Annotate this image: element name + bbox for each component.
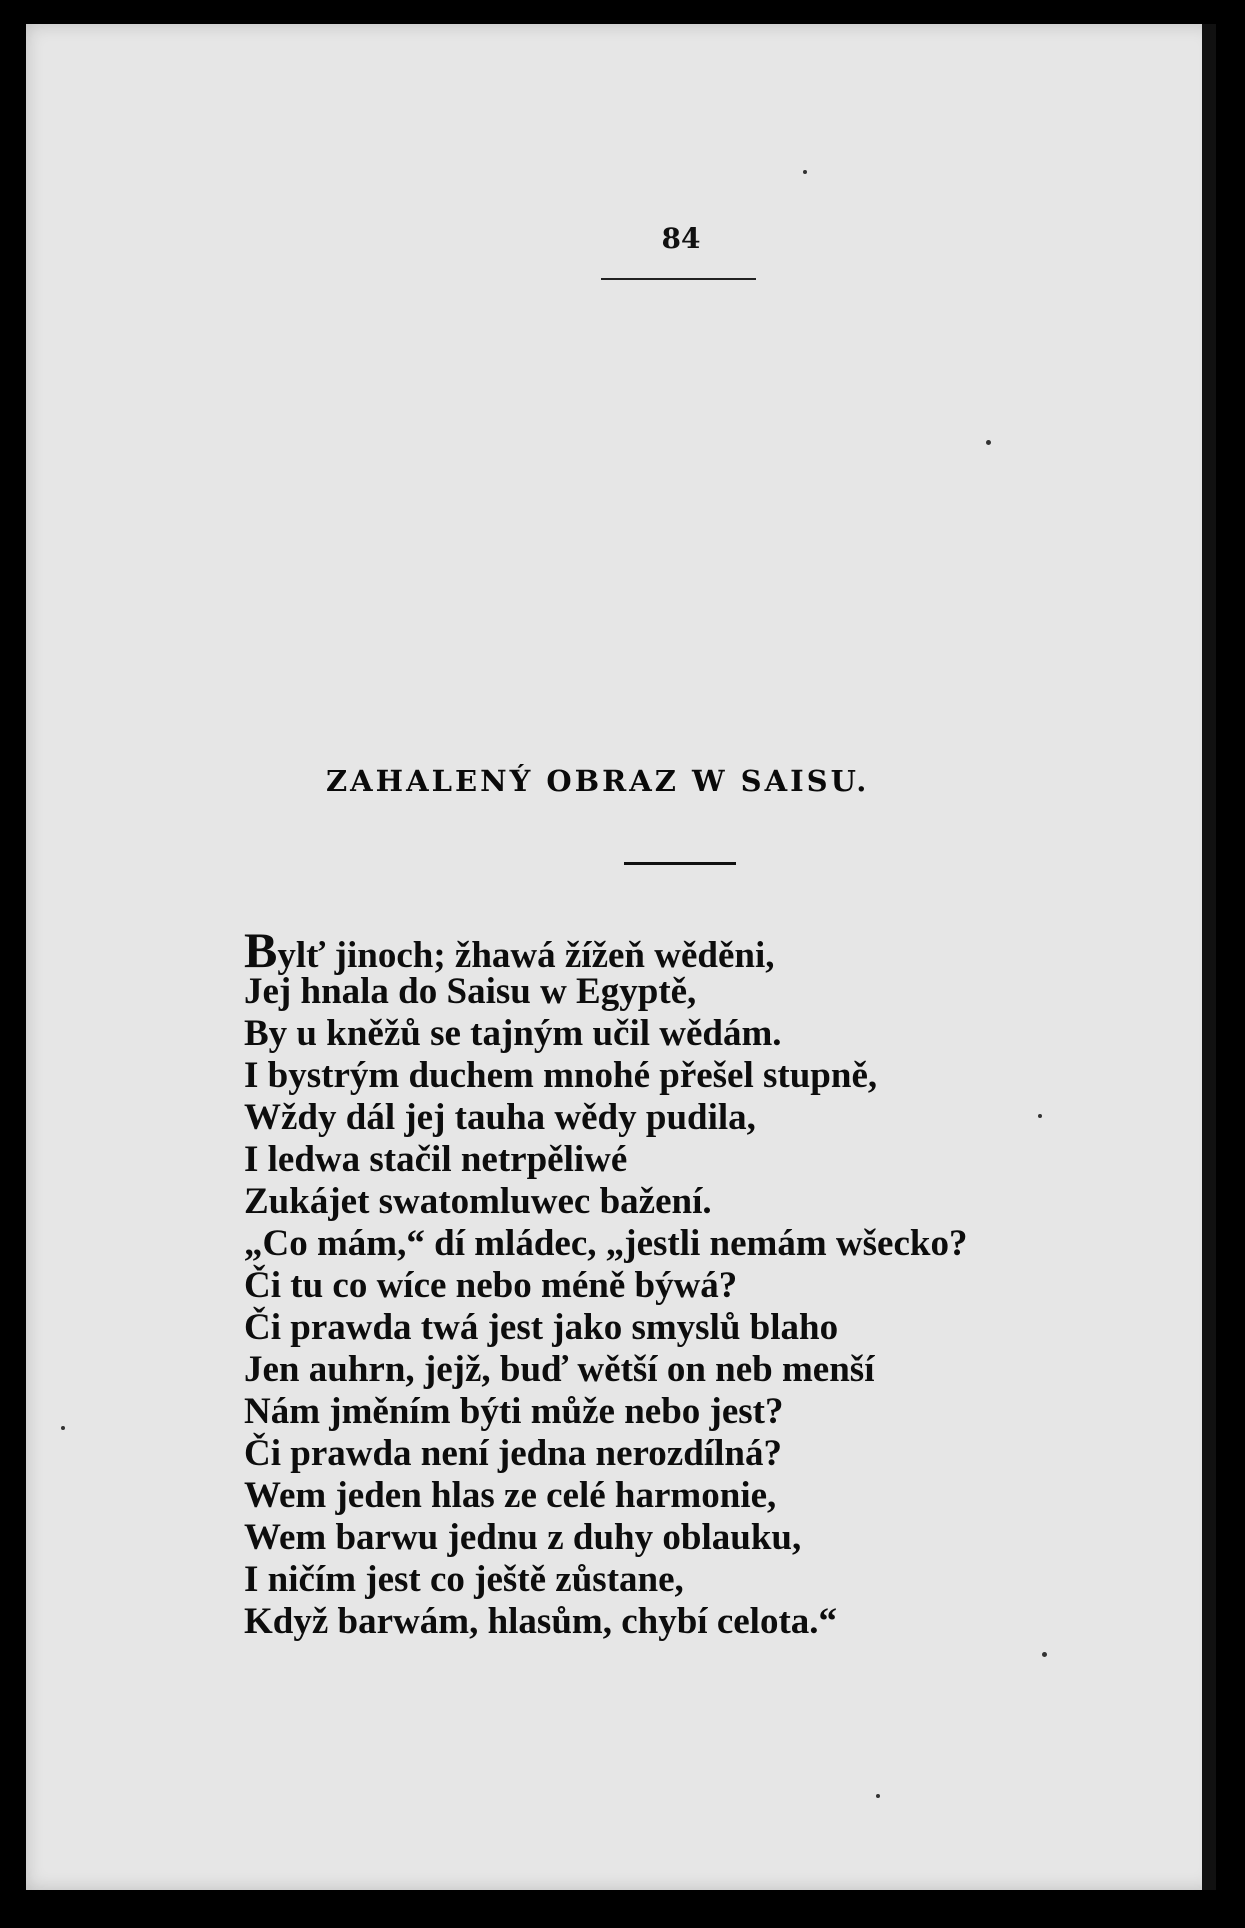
book-page [26,24,1216,1890]
poem-line [244,922,1144,978]
poem-line: I bystrým duchem mnohé přešel stupně, [244,1055,878,1096]
poem-line: „Co mám,“ dí mládec, „jestli nemám wšecko? [244,1223,968,1264]
poem-line: By u kněžů se tajným učil wědám. [244,1013,782,1054]
poem-title: ZAHALENÝ OBRAZ W SAISU. [326,764,870,798]
page-number: 84 [661,222,701,255]
poem-line: Či tu co wíce nebo méně býwá? [244,1265,738,1306]
poem-line: I ledwa stačil netrpěliwé [244,1139,628,1180]
paper-speck [1038,1114,1042,1118]
paper-speck [986,440,991,445]
poem-line: Wem jeden hlas ze celé harmonie, [244,1475,777,1516]
poem-line: Jen auhrn, jejž, buď wětší on neb menší [244,1349,875,1390]
poem-body [244,922,1144,1643]
poem-line: Wem barwu jednu z duhy oblauku, [244,1517,802,1558]
poem-line: Nám jměním býti může nebo jest? [244,1391,784,1432]
poem-line: Či prawda twá jest jako smyslů blaho [244,1307,839,1348]
page-number-rule [601,278,756,280]
paper-speck [876,1794,880,1798]
paper-speck [803,170,807,174]
title-divider [624,862,736,865]
poem-line: Jej hnala do Saisu w Egyptě, [244,971,697,1012]
poem-line: Wždy dál jej tauha wědy pudila, [244,1097,756,1138]
paper-speck [1042,1652,1047,1657]
drop-cap: B [244,922,278,978]
first-line-text: ylť jinoch; žhawá žížeň wěděni, [277,935,775,976]
paper-speck [61,1426,65,1430]
poem-line: I ničím jest co ještě zůstane, [244,1559,684,1600]
poem-line: Když barwám, hlasům, chybí celota.“ [244,1601,838,1642]
poem-line: Či prawda není jedna nerozdílná? [244,1433,782,1474]
poem-line: Zukájet swatomluwec bažení. [244,1181,712,1222]
page-edge-shadow [1202,24,1216,1890]
